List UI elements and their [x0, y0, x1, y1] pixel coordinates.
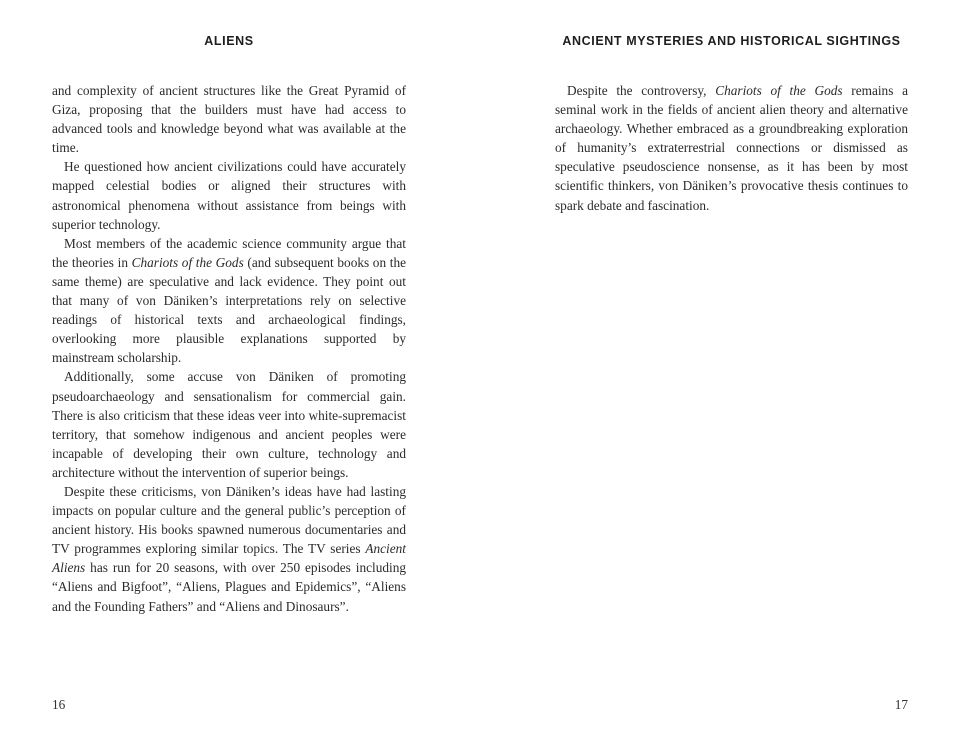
text-segment: He questioned how ancient civilizations could have accurately mapped celestial bodies or aligned their structures with astronomical phenomena without assistance from beings with superior technology.: [52, 159, 406, 232]
running-head-right: ANCIENT MYSTERIES AND HISTORICAL SIGHTINGS: [562, 34, 901, 48]
paragraph: [52, 81, 406, 157]
right-page: [555, 0, 908, 737]
text-segment: Despite the controversy,: [567, 83, 716, 98]
text-segment: Most members of the academic science community argue that the theories in: [52, 235, 406, 270]
text-segment: has run for 20 seasons, with over 250 episodes including “Aliens and Bigfoot”, “Aliens, Plagues and Epidemics”, “Aliens and the Founding Fathers” and “Aliens and Dinosaurs”.: [52, 560, 406, 614]
text-segment: (and subsequent books on the same theme) are speculative and lack evidence. They point out that many of von Däniken’s interpretations rely on selective readings of historical texts and archaeological findings, overlooking more plausible explanations supported by mainstream scholarship.: [52, 254, 406, 366]
page-number-right: 17: [894, 697, 908, 712]
text-segment: remains a seminal work in the fields of ancient alien theory and alternative archaeology. Whether embraced as a groundbreaking exploration of humanity’s extraterrestrial connections or dismissed as speculative pseudoscience nonsense, as it has been by most scientific thinkers, von Däniken’s provocative thesis continues to spark debate and fascination.: [555, 83, 908, 213]
book-title-italic: Chariots of the Gods: [131, 254, 244, 270]
body-text-left: [52, 81, 406, 616]
paragraph: [52, 482, 406, 616]
paragraph: [52, 157, 406, 233]
paragraph: [52, 234, 406, 368]
body-text-right: [555, 81, 908, 215]
paragraph: [52, 367, 406, 482]
page-number-left: 16: [52, 697, 66, 712]
series-title-italic: Ancient Aliens: [52, 541, 406, 576]
text-segment: Additionally, some accuse von Däniken of promoting pseudoarchaeology and sensationalism for commercial gain. There is also criticism that these ideas veer into white-supremacist territory, that somehow indigenous and ancient peoples were incapable of developing their own culture, technology and architecture without the intervention of superior beings.: [52, 369, 406, 480]
text-segment: Despite these criticisms, von Däniken’s ideas have had lasting impacts on popular culture and the general public’s perception of ancient history. His books spawned numerous documentaries and TV programmes exploring similar topics. The TV series: [52, 483, 406, 557]
left-page: [52, 0, 406, 737]
paragraph: [555, 81, 908, 215]
text-segment: and complexity of ancient structures like the Great Pyramid of Giza, proposing that the builders must have had access to advanced tools and knowledge beyond what was available at the time.: [52, 83, 406, 156]
running-head-left: ALIENS: [204, 34, 254, 48]
book-title-italic: Chariots of the Gods: [715, 83, 843, 98]
